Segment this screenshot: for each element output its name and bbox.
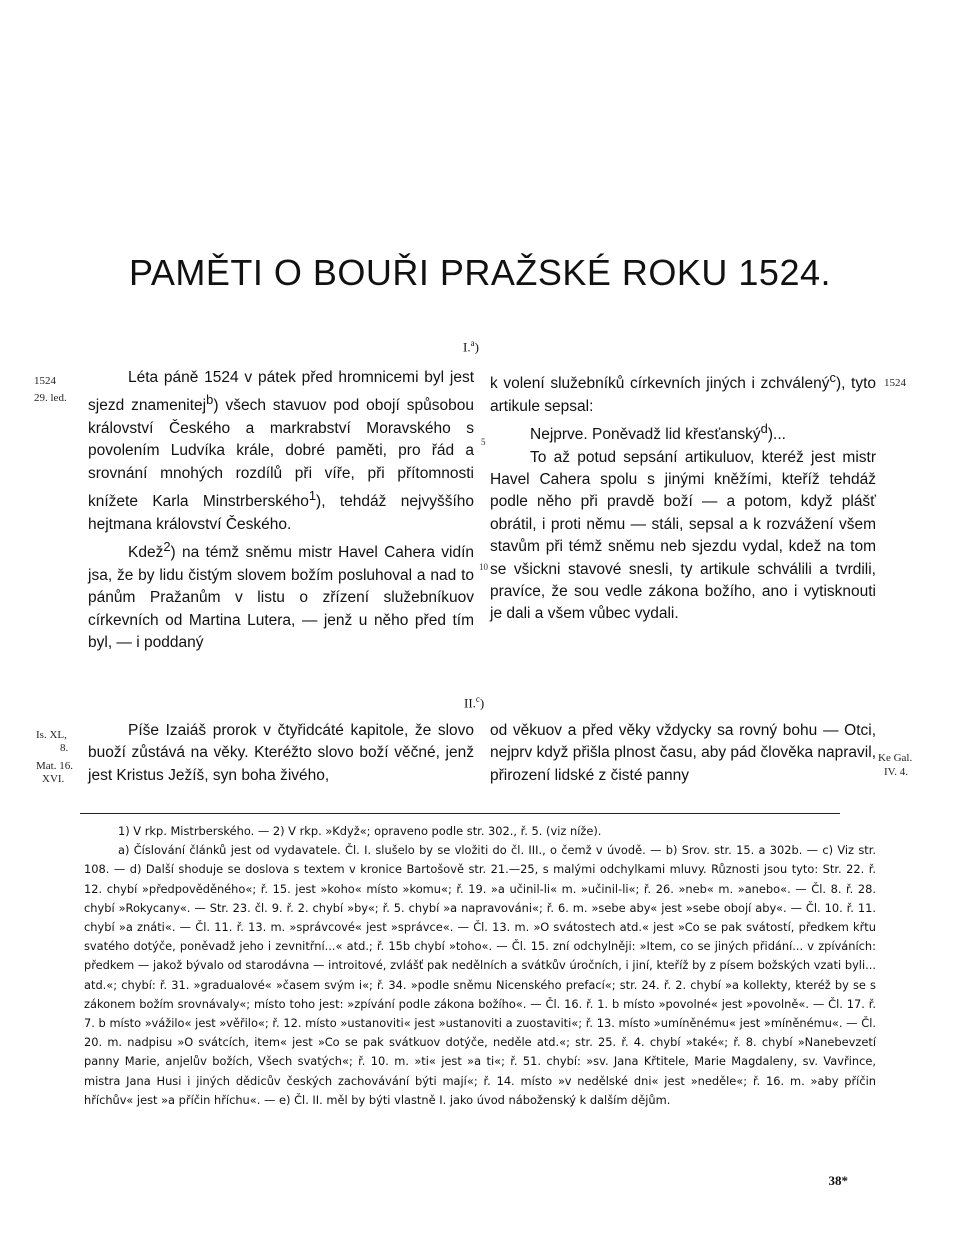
margin-ref-right-1: Ke Gal. <box>878 752 913 764</box>
paragraph <box>88 367 474 536</box>
section-note-marker: c <box>475 694 480 704</box>
margin-ref-left-3: Mat. 16. <box>36 760 73 772</box>
section1-left-column <box>88 367 474 654</box>
text-run: k volení služebníků církevních jiných i zchválený <box>490 375 830 393</box>
section-note-marker: a <box>470 338 475 348</box>
section-heading-2 <box>464 694 484 711</box>
margin-ref-right-2: IV. 4. <box>884 766 908 778</box>
footnote-line: a) Číslování článků jest od vydavatele. Čl. I. slušelo by se vložiti do čl. III., o čemž v úvodě. — b) Srov. str. 15. a 302b. — c) Viz str. 108. — d) Další shoduje se doslova s textem v kronice Bartošově str. 21.—25, s malými odchylkami mluvy. Různosti jsou tyto: Str. 22. ř. 12. chybí »předpověděného«; ř. 15. jest »koho« místo »komu«; ř. 19. »a učinil-li« m. »učinil-li«; ř. 26. »neb« m. »anebo«. — Čl. 8. ř. 28. chybí »Rokycany«. — Str. 23. čl. 9. ř. 2. chybí »by«; ř. 5. chybí »a napravováni«; ř. 6. m. »sebe aby« jest »sebe obojí aby«. — Čl. 10. ř. 11. chybí »a znáti«. — Čl. 11. ř. 13. m. »správcové« jest »správce«. — Čl. 13. m. »O svátostech atd.« jest »Co se pak svátostí, předkem křtu svatého dotýče, poněvadž jeho i zevnitřní...« atd.; ř. 15b chybí »toho«. — Čl. 15. zní odchylněji: »Item, co se jiných přidání... v zpíváních: předkem — jakož bývalo od starodávna — introitové, zvlášť pak nedělních a svátkův úročních, i jiní, kteříž by z písem božských vzati byli... atd.«; chybí: ř. 31. »gradualové« »časem svým i«; ř. 34. »podle sněmu Nicenského prefací«; str. 24. ř. 2. chybí »a kollekty, kteréž by se s zákonem božím srovnávaly«; místo toho jest: »zpívání podle zákona božího«. — Čl. 16. ř. 1. b místo »povolné« jest »povolně«. — Čl. 17. ř. 7. b místo »vážilo« jest »věřilo«; ř. 12. místo »ustanoviti« jest »ustanoviti a zuostaviti«; ř. 13. místo »umíněnému« jest »míněnému«. — Čl. 20. m. nadpisu »O svátcích, item« jest »Co se pak svátkuov dotýče, neděle atd.«; str. 25. ř. 4. chybí »také«; ř. 8. chybí »Nanebevzetí panny Marie, anjelův božích, Všech svatých«; ř. 10. m. »ti« jest »a ti«; ř. 51. chybí: »sv. Jana Křtitele, Marie Magdaleny, sv. Vavřince, mistra Jana Husi i jiných dědicův českých zachovávání býti mají«; ř. 14. místo »v nedělské dni« jest »neděle«; ř. 16. m. »aby příčin hříchův« jest »a příčin hříchu«. — e) Čl. II. měl by býti vlastně I. jako úvod náboženský k dalším dějům. <box>84 843 876 1107</box>
note-marker: c <box>829 370 836 385</box>
margin-ref-left-1: Is. XL, <box>36 729 67 741</box>
paragraph: od věkuov a před věky vždycky sa rovný bohu — Otci, nejprv když přišla plnost času, aby pád člověka napravil, přirození lidské z čisté panny <box>490 722 876 784</box>
section2-left-column <box>88 720 474 787</box>
paragraph <box>490 447 876 626</box>
section2-right-column <box>490 720 876 787</box>
line-number-10: 10 <box>479 562 488 572</box>
text-run: )... <box>767 426 786 444</box>
paragraph <box>88 536 474 654</box>
text-run: Léta páně 1524 v pátek před hromnicemi byl jest sjezd znamenitej <box>88 369 474 415</box>
section-label: I. <box>463 339 471 355</box>
margin-ref-left-2: 8. <box>60 742 69 754</box>
page-title: PAMĚTI O BOUŘI PRAŽSKÉ ROKU 1524. <box>128 252 831 293</box>
note-marker: d <box>760 420 768 436</box>
text-run: To až potud sepsání artikuluov, kteréž jest mistr Havel Cahera spolu s jinými kněžími, kteříž tehdáž podle něho při pravdě boží — a potom, když plášť obrátil, i proti němu — stáli, sepsal a k rozvážení všem stavům při témž sněmu neb sjezdu vydal, kdež na tom se všickni stavové snesli, ty artikule schválili a tvrdili, pravíce, že sou vedle zákona božího, ano i vytisknouti je dali a všem vůbec vydali. <box>490 448 876 623</box>
section1-right-column <box>490 367 876 626</box>
line-number-5: 5 <box>481 437 486 447</box>
page-number: 38* <box>828 1173 848 1188</box>
margin-year-left: 1524 <box>34 375 56 387</box>
text-run: Kdež <box>128 544 164 562</box>
section-label: II. <box>464 695 476 711</box>
footnote-line: 1) V rkp. Mistrberského. — 2) V rkp. »Když«; opraveno podle str. 302., ř. 5. (viz níže). <box>118 824 602 838</box>
text-run: ), tehdáž nejvyššího hejtmana království Českého. <box>88 493 474 533</box>
section-close: ) <box>479 695 485 711</box>
text-run: ), tyto artikule sepsal: <box>490 375 876 415</box>
paragraph: Píše Izaiáš prorok v čtyřidcáté kapitole, že slovo buoží zůstává na věky. Kteréžto slovo boží věčné, jenž jest Kristus Ježíš, syn boha živého, <box>88 722 474 784</box>
margin-date-left: 29. led. <box>34 392 67 404</box>
text-run: Nejprve. Poněvadž lid křesťanský <box>530 426 761 444</box>
margin-year-right: 1524 <box>884 377 906 389</box>
section-heading-1 <box>463 338 479 355</box>
section-close: ) <box>474 339 479 355</box>
margin-ref-left-4: XVI. <box>42 773 65 785</box>
text-run: ) na témž sněmu mistr Havel Cahera vidín jsa, že by lidu čistým slovem božím posluhoval a nad to pánům Pražanům v listu o zřízení služebníkuov církevních od Martina Lutera, — jenž u něho před tím byl, — i poddaný <box>88 544 474 651</box>
text-run: ) všech stavuov pod obojí spůsobou království Českého a markrabství Moravského s povolením Ludvíka krále, dobré paměti, pro řád a srovnání mnohých rozdílů při víře, při přítomnosti knížete Karla Minstrberského <box>88 397 474 511</box>
paragraph <box>490 418 876 447</box>
footnote-divider <box>80 813 840 814</box>
footnote-marker: 1 <box>308 488 317 504</box>
note-marker: b <box>206 392 214 408</box>
paragraph <box>490 367 876 418</box>
footnote-marker: 2 <box>163 539 171 555</box>
footnotes <box>84 822 876 1110</box>
